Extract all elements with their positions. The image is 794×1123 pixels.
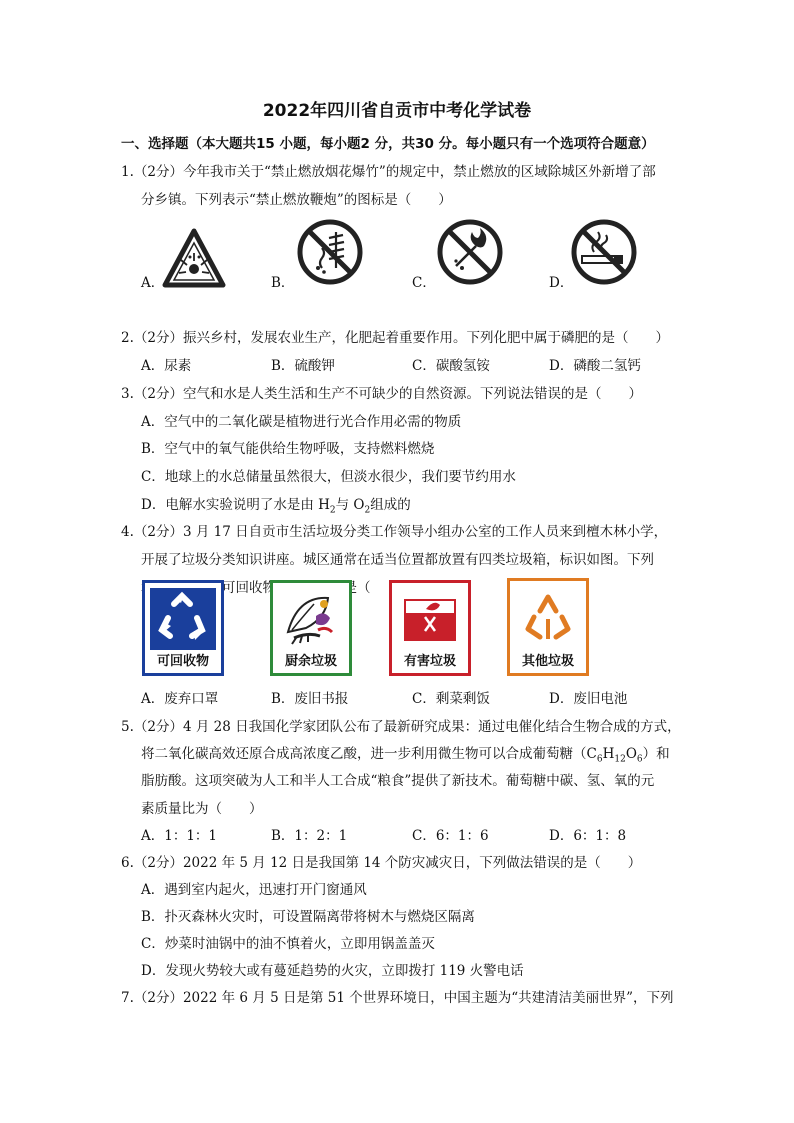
question-2-line-1: 2.（2分）振兴乡村，发展农业生产，化肥起着重要作用。下列化肥中属于磷肥的是（ ） [121,330,669,346]
bin-label-other: 其他垃圾 [521,654,574,669]
question-5-line-4: 素质量比为（ ） [141,801,263,817]
recyclable-bin-sign [142,580,224,676]
q3-d-text-1: D．电解水实验说明了水是由 H [141,497,330,513]
question-4-line-2: 开展了垃圾分类知识讲座。城区通常在适当位置都放置有四类垃圾箱，标识如图。下列 [141,552,654,568]
subscript: 6 [596,754,603,765]
subscript: 12 [614,754,626,765]
q4-option-a: A．废弃口罩 [141,691,219,707]
question-1-line-1: 1.（2分）今年我市关于“禁止燃放烟花爆竹”的规定中，禁止燃放的区域除城区外新增了部 [121,164,656,180]
q1-option-a: A． [141,275,165,291]
bin-label-hazardous: 有害垃圾 [403,654,456,669]
recycle-icon [150,588,216,650]
q3-d-text-2: 与 O [335,497,365,513]
q5-option-b: B．1：2：1 [271,828,348,844]
kitchen-waste-icon [278,586,344,650]
question-6-line-1: 6.（2分）2022 年 5 月 12 日是我国第 14 个防灾减灾日，下列做法错误的是（ ） [121,855,642,871]
q4-option-c: C．剩菜剩饭 [412,691,490,707]
page-title: 2022年四川省自贡市中考化学试卷 [262,101,532,121]
q5-text-1: 将二氧化碳高效还原合成高浓度乙酸，进一步利用微生物可以合成葡萄糖（C [141,746,597,762]
q4-option-d: D．废旧电池 [549,691,628,707]
bin-label-recyclable: 可回收物 [156,654,209,669]
q2-option-a: A．尿素 [141,358,192,374]
question-3-line-1: 3.（2分）空气和水是人类生活和生产不可缺少的自然资源。下列说法错误的是（ ） [121,386,642,402]
section-heading: 一、选择题（本大题共15 小题，每小题2 分，共30 分。每小题只有一个选项符合题意） [121,136,655,152]
question-7-line-1: 7.（2分）2022 年 6 月 5 日是第 51 个世界环境日，中国主题为“共建清洁美丽世界”，下列 [121,990,674,1006]
other-waste-bin-sign [507,578,589,676]
subscript: 6 [636,754,643,765]
no-smoking-icon [570,218,638,286]
q1-option-b: B． [271,275,295,291]
no-fireworks-icon [296,218,364,286]
q1-option-d: D． [549,275,574,291]
q3-d-text-3: 组成的 [370,497,411,513]
q5-text-o: O [625,746,637,762]
q5-text-h: H [602,746,615,762]
question-4-line-1: 4.（2分）3 月 17 日自贡市生活垃圾分类工作领导小组办公室的工作人员来到檀木林小学， [121,524,668,540]
q2-option-c: C．碳酸氢铵 [412,358,490,374]
q3-option-b: B．空气中的氧气能供给生物呼吸，支持燃料燃烧 [141,441,435,457]
question-4-line-3: 垃圾应投放到可回收物垃圾箱内的是（ [141,580,371,596]
q5-option-d: D．6：1：8 [549,828,627,844]
kitchen-waste-bin-sign [270,580,352,676]
q5-text-2: ）和 [642,746,670,762]
question-5-line-2 [141,744,670,770]
q2-option-b: B．硫酸钾 [271,358,335,374]
q2-option-d: D．磷酸二氢钙 [549,358,641,374]
q5-option-c: C．6：1：6 [412,828,489,844]
question-1-line-2: 分乡镇。下列表示“禁止燃放鞭炮”的图标是（ ） [141,192,452,208]
hazardous-waste-icon [404,599,456,641]
bin-label-kitchen: 厨余垃圾 [284,654,337,669]
q5-option-a: A．1：1：1 [141,828,218,844]
q6-option-b: B．扑灭森林火灾时，可设置隔离带将树木与燃烧区隔离 [141,909,475,925]
q6-option-c: C．炒菜时油锅中的油不慎着火，立即用锅盖盖灭 [141,936,435,952]
subscript: 2 [329,505,336,516]
q3-option-a: A．空气中的二氧化碳是植物进行光合作用必需的物质 [141,414,462,430]
q3-option-d [141,495,411,521]
q6-option-a: A．遇到室内起火，迅速打开门窗通风 [141,882,367,898]
q1-option-c: C． [412,275,436,291]
question-5-line-1: 5.（2分）4 月 28 日我国化学家团队公布了最新研究成果：通过电催化结合生物合成的方式， [121,719,681,735]
q3-option-c: C．地球上的水总储量虽然很大，但淡水很少，我们要节约用水 [141,469,516,485]
q6-option-d: D．发现火势较大或有蔓延趋势的火灾，立即拨打 119 火警电话 [141,963,524,979]
explosive-warning-icon [162,227,226,291]
no-open-flame-icon [436,218,504,286]
other-waste-icon [520,589,576,645]
hazardous-waste-bin-sign [389,580,471,676]
q4-option-b: B．废旧书报 [271,691,349,707]
question-5-line-3: 脂肪酸。这项突破为人工和半人工合成“粮食”提供了新技术。葡萄糖中碳、氢、氧的元 [141,773,655,789]
subscript: 2 [364,505,371,516]
